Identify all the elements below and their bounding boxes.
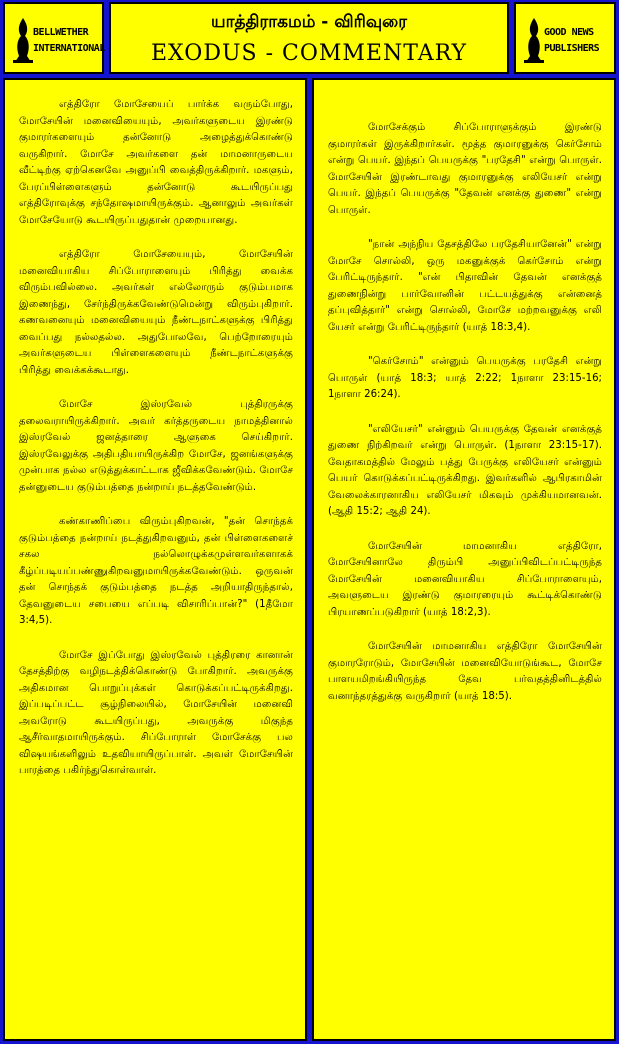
right-paragraph-5: மோசேயின் மாமனாகிய எத்திரோ, மோசேயினாலே திரும்பி அனுப்பிவிடப்பட்டிருந்த மோசேயின் மனைவியாகிய சிப்போராளையும், அவளுடைய இரண்டு குமாரரையும் கூட்டிக்கொண்டு பிரயாணப்படுகிறார் (யாத் 18:2,3). — [328, 540, 602, 618]
left-paragraph-3: மோசே இஸ்ரவேல் புத்திரருக்கு தலைவராயிருக்கிறார். அவர் கர்த்தருடைய நாமத்தினால் இஸ்ரவேல் ஜனத்தாரை ஆளுகை செய்கிறார். இஸ்ரவேலுக்கு அதிபதியாயிருக்கிற மோசே, ஜனங்களுக்கு முன்பாக நல்ல எடுத்துக்காட்டாக ஜீவிக்கவேண்டும். மோசே தன்னுடைய குடும்பத்தை நன்றாய் நடத்தவேண்டும். — [19, 399, 293, 493]
right-paragraph-6: மோசேயின் மாமனாகிய எத்திரோ மோசேயின் குமாரரோடும், மோசேயின் மனைவியோடுங்கூட, மோசே பாளயமிறங்கியிருந்த தேவ பர்வதத்தினிடத்தில் வனாந்தரத்துக்கு வருகிறார் (யாத் 18:5). — [328, 641, 602, 702]
left-paragraph-4: கண்காணிப்பை விரும்புகிறவன், "தன் சொந்தக் குடும்பத்தை நன்றாய் நடத்துகிறவனும், தன் பிள்ளைகளைச் சகல நல்லொழுக்கமுள்ளவர்களாகக் கீழ்ப்படியப்பண்ணுகிறவனுமாயிருக்கவேண்டும். ஒருவன் தன் சொந்தக் குடும்பத்தை நடத்த அறியாதிருந்தால், தேவனுடைய சபையை எப்படி விசாரிப்பான்?" (1தீமோ 3:4,5). — [19, 516, 293, 626]
good-news-logo-line1: GOOD NEWS — [544, 27, 594, 38]
right-paragraph-2: "நான் அந்நிய தேசத்திலே பரதேசியானேன்" என்று மோசே சொல்லி, ஒரு மகனுக்குக் கெர்சோம் என்று பேரிட்டிருந்தார். "என் பிதாவின் தேவன் எனக்குத் துணைநின்று பார்வோனின் பட்டயத்துக்கு என்னைத் தப்புவித்தார்" என்று சொல்லி, மோசே மற்றவனுக்கு எலி யேசர் என்று பேரிட்டிருந்தார் (யாத் 18:3,4). — [328, 239, 602, 333]
bellwether-logo-box — [3, 2, 104, 74]
good-news-logo-line2: PUBLISHERS — [544, 43, 600, 54]
flame-figure-icon — [13, 16, 33, 64]
right-column — [312, 78, 616, 1041]
right-paragraph-3: "கெர்சோம்" என்னும் பெயருக்கு பரதேசி என்று பொருள் (யாத் 18:3; யாத் 2:22; 1நாளா 23:15-16; 1நாளா 26:24). — [328, 356, 602, 400]
right-paragraph-4: "எலியேசர்" என்னும் பெயருக்கு தேவன் எனக்குத் துணை நிற்கிறவர் என்று பொருள். (1நாளா 23:15-17). வேதாகமத்தில் மேலும் பத்து பேருக்கு எலியேசர் என்னும் பெயர் கொடுக்கப்பட்டிருக்கிறது. இவர்களில் ஆபிரகாமின் வேலைக்காரனாகிய எலியேசர் மிகவும் முக்கியமானவன். (ஆதி 15:2; ஆதி 24). — [328, 423, 602, 517]
right-paragraph-1: மோசேக்கும் சிப்போராளுக்கும் இரண்டு குமாரர்கள் இருக்கிறார்கள். மூத்த குமாரனுக்கு கெர்சோம் என்று பெயர். இந்தப் பெயருக்கு "பரதேசி" என்று பொருள். மோசேயின் இரண்டாவது குமாரனுக்கு எலியேசர் என்று பெயர். இந்தப் பெயருக்கு "தேவன் எனக்கு துணை" என்று பொருள். — [328, 122, 602, 216]
good-news-logo-box — [514, 2, 616, 74]
page-title-english: EXODUS - COMMENTARY — [150, 41, 468, 66]
flame-figure-icon — [524, 16, 544, 64]
left-paragraph-2: எத்திரோ மோசேயையும், மோசேயின் மனைவியாகிய சிப்போராளையும் பிரித்து வைக்க விரும்பவில்லை. அவர்கள் எல்லோரும் குடும்பமாக இணைந்து, சேர்ந்திருக்கவேண்டுமென்று விரும்புகிறார். கணவனையும் மனைவியையும் நீண்டநாட்களுக்கு பிரித்து வைப்பது நல்லதல்ல. அதுபோலவே, பெற்றோரையும் அவர்களுடைய பிள்ளைகளையும் நீண்டநாட்களுக்கு பிரித்து வைக்கக்கூடாது. — [19, 249, 293, 376]
page-title-tamil: யாத்திராகமம் - விரிவுரை — [211, 12, 407, 32]
bellwether-logo — [11, 12, 105, 66]
bellwether-logo-line2: INTERNATIONAL — [33, 43, 105, 54]
left-paragraph-5: மோசே இப்போது இஸ்ரவேல் புத்திரரை கானான் தேசத்திற்கு வழிநடத்திக்கொண்டு போகிறார். அவருக்கு அதிகமான பொறுப்புக்கள் கொடுக்கப்பட்டிருக்கிறது. இப்படிப்பட்ட சூழ்நிலையில், மோசேயின் மனைவி அவரோடு கூடயிருப்பது, அவருக்கு மிகுந்த ஆசீர்வாதமாயிருக்கும். சிப்போராள் மோசேக்கு பல விஷயங்களிலும் உதவியாயிருப்பாள். அவள் மோசேயின் பாரத்தை பகிர்ந்துகொள்வாள். — [19, 649, 293, 776]
left-paragraph-1: எத்திரோ மோசேயைப் பார்க்க வரும்போது, மோசேயின் மனைவியையும், அவர்களுடைய இரண்டு குமாரர்களையும் தன்னோடு அழைத்துக்கொண்டு வருகிறார். மோசே அவர்களை தன் மாமனாருடைய வீட்டிற்கு ஏற்கெனவே அனுப்பி வைத்திருக்கிறார். மகளும், பேரப்பிள்ளைகளும் தன்னோடு கூடயிருப்பது எத்திரோவுக்கு சந்தோஷமாயிருக்கும். ஆனாலும் அவர்கள் மோசேயோடு கூடயிருப்பதுதான் முறையானது. — [19, 99, 293, 226]
title-box — [109, 2, 509, 74]
bellwether-logo-line1: BELLWETHER — [33, 27, 89, 38]
good-news-logo — [522, 12, 608, 66]
left-column — [3, 78, 307, 1041]
